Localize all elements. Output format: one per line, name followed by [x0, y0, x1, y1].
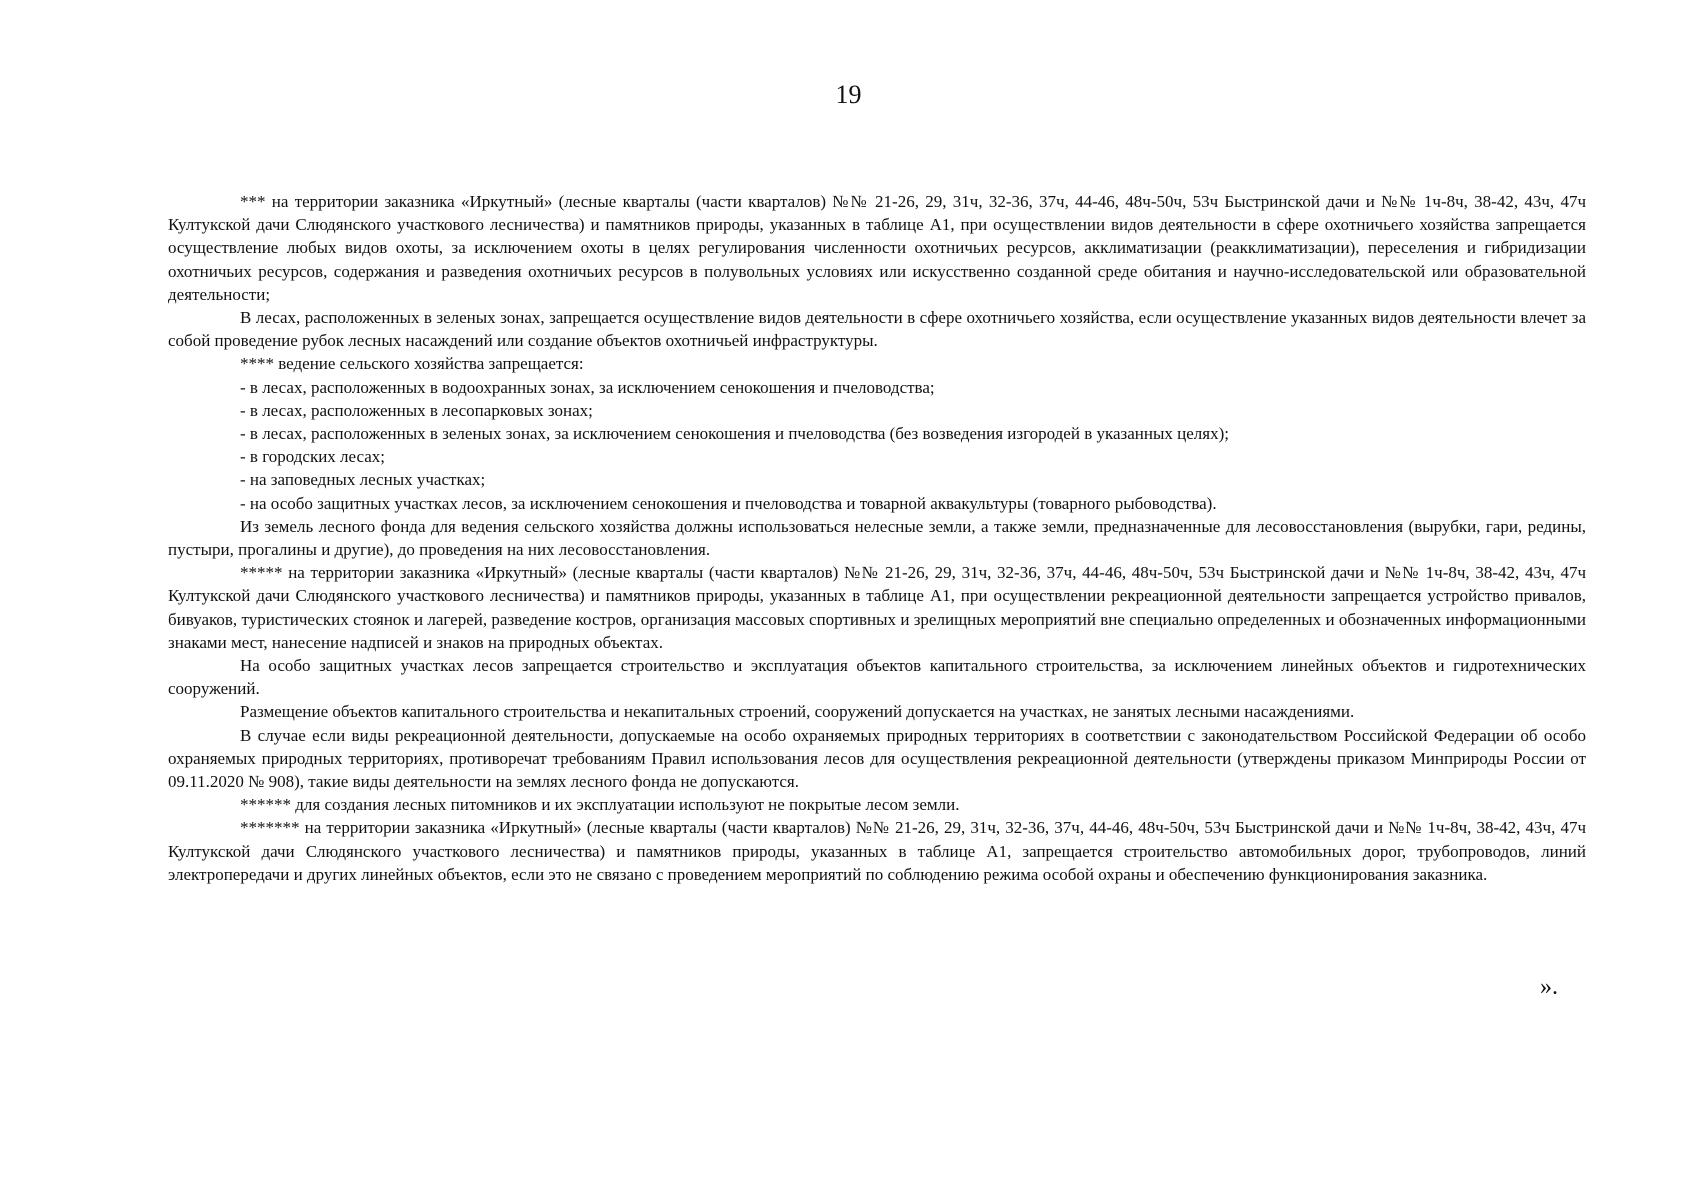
- paragraph: Из земель лесного фонда для ведения сельского хозяйства должны использоваться нелесные земли, а также земли, предназначенные для лесовосстановления (вырубки, гари, редины, пустыри, прогалины и другие), до проведения на них лесовосстановления.: [168, 516, 1586, 560]
- paragraph: В лесах, расположенных в зеленых зонах, запрещается осуществление видов деятельности в сфере охотничьего хозяйства, если осуществление указанных видов деятельности влечет за собой проведение рубок лесных насаждений или создание объектов охотничьей инфраструктуры.: [168, 308, 1586, 351]
- list-item: - в лесах, расположенных в зеленых зонах, за исключением сенокошения и пчеловодства (без возведения изгородей в указанных целях);: [240, 424, 1229, 444]
- page-number: 19: [835, 80, 862, 109]
- list-item: - на заповедных лесных участках;: [240, 470, 486, 490]
- list-item: - в лесах, расположенных в лесопарковых зонах;: [240, 400, 593, 420]
- document-body: [168, 190, 1586, 886]
- paragraph: **** ведение сельского хозяйства запрещается:: [240, 354, 584, 374]
- list-item: - на особо защитных участках лесов, за исключением сенокошения и пчеловодства и товарной аквакультуры (товарного рыбоводства).: [240, 493, 1217, 513]
- paragraph: В случае если виды рекреационной деятельности, допускаемые на особо охраняемых природных территориях в соответствии с законодательством Российской Федерации об особо охраняемых природных территориях, противоречат требованиям Правил использования лесов для осуществления рекреационной деятельности (утверждены приказом Минприроды России от 09.11.2020 № 908), такие виды деятельности на землях лесного фонда не допускаются.: [168, 725, 1586, 792]
- paragraph: Размещение объектов капитального строительства и некапитальных строений, сооружений допускается на участках, не занятых лесными насаждениями.: [240, 702, 1355, 722]
- paragraph: *** на территории заказника «Иркутный» (лесные кварталы (части кварталов) №№ 21-26, 29, 31ч, 32-36, 37ч, 44-46, 48ч-50ч, 53ч Быстринской дачи и №№ 1ч-8ч, 38-42, 43ч, 47ч Култукской дачи Слюдянского участкового лесничества) и памятников природы, указанных в таблице А1, при осуществлении видов деятельности в сфере охотничьего хозяйства запрещается осуществление любых видов охоты, за исключением охоты в целях регулирования численности охотничьих ресурсов, акклиматизации (реакклиматизации), переселения и гибридизации охотничьих ресурсов, содержания и разведения охотничьих ресурсов в полувольных условиях или искусственно созданной среде обитания и научно-исследовательской или образовательной деятельности;: [168, 192, 1586, 304]
- paragraph: ****** для создания лесных питомников и их эксплуатации используют не покрытые лесом земли.: [240, 795, 960, 815]
- paragraph: ***** на территории заказника «Иркутный» (лесные кварталы (части кварталов) №№ 21-26, 29, 31ч, 32-36, 37ч, 44-46, 48ч-50ч, 53ч Быстринской дачи и №№ 1ч-8ч, 38-42, 43ч, 47ч Култукской дачи Слюдянского участкового лесничества) и памятников природы, указанных в таблице А1, при осуществлении рекреационной деятельности запрещается устройство привалов, бивуаков, туристических стоянок и лагерей, разведение костров, организация массовых спортивных и зрелищных мероприятий вне специально определенных и обозначенных информационными знаками мест, нанесение надписей и знаков на природных объектах.: [168, 563, 1586, 652]
- paragraph: На особо защитных участках лесов запрещается строительство и эксплуатация объектов капитального строительства, за исключением линейных объектов и гидротехнических сооружений.: [168, 656, 1586, 699]
- paragraph: ******* на территории заказника «Иркутный» (лесные кварталы (части кварталов) №№ 21-26, 29, 31ч, 32-36, 37ч, 44-46, 48ч-50ч, 53ч Быстринской дачи и №№ 1ч-8ч, 38-42, 43ч, 47ч Култукской дачи Слюдянского участкового лесничества) и памятников природы, указанных в таблице А1, запрещается строительство автомобильных дорог, трубопроводов, линий электропередачи и других линейных объектов, если это не связано с проведением мероприятий по соблюдению режима особой охраны и обеспечению функционирования заказника.: [168, 818, 1586, 884]
- closing-quote-mark: ».: [1540, 974, 1558, 1000]
- list-item: - в городских лесах;: [240, 447, 386, 467]
- list-item: - в лесах, расположенных в водоохранных зонах, за исключением сенокошения и пчеловодства;: [240, 377, 935, 397]
